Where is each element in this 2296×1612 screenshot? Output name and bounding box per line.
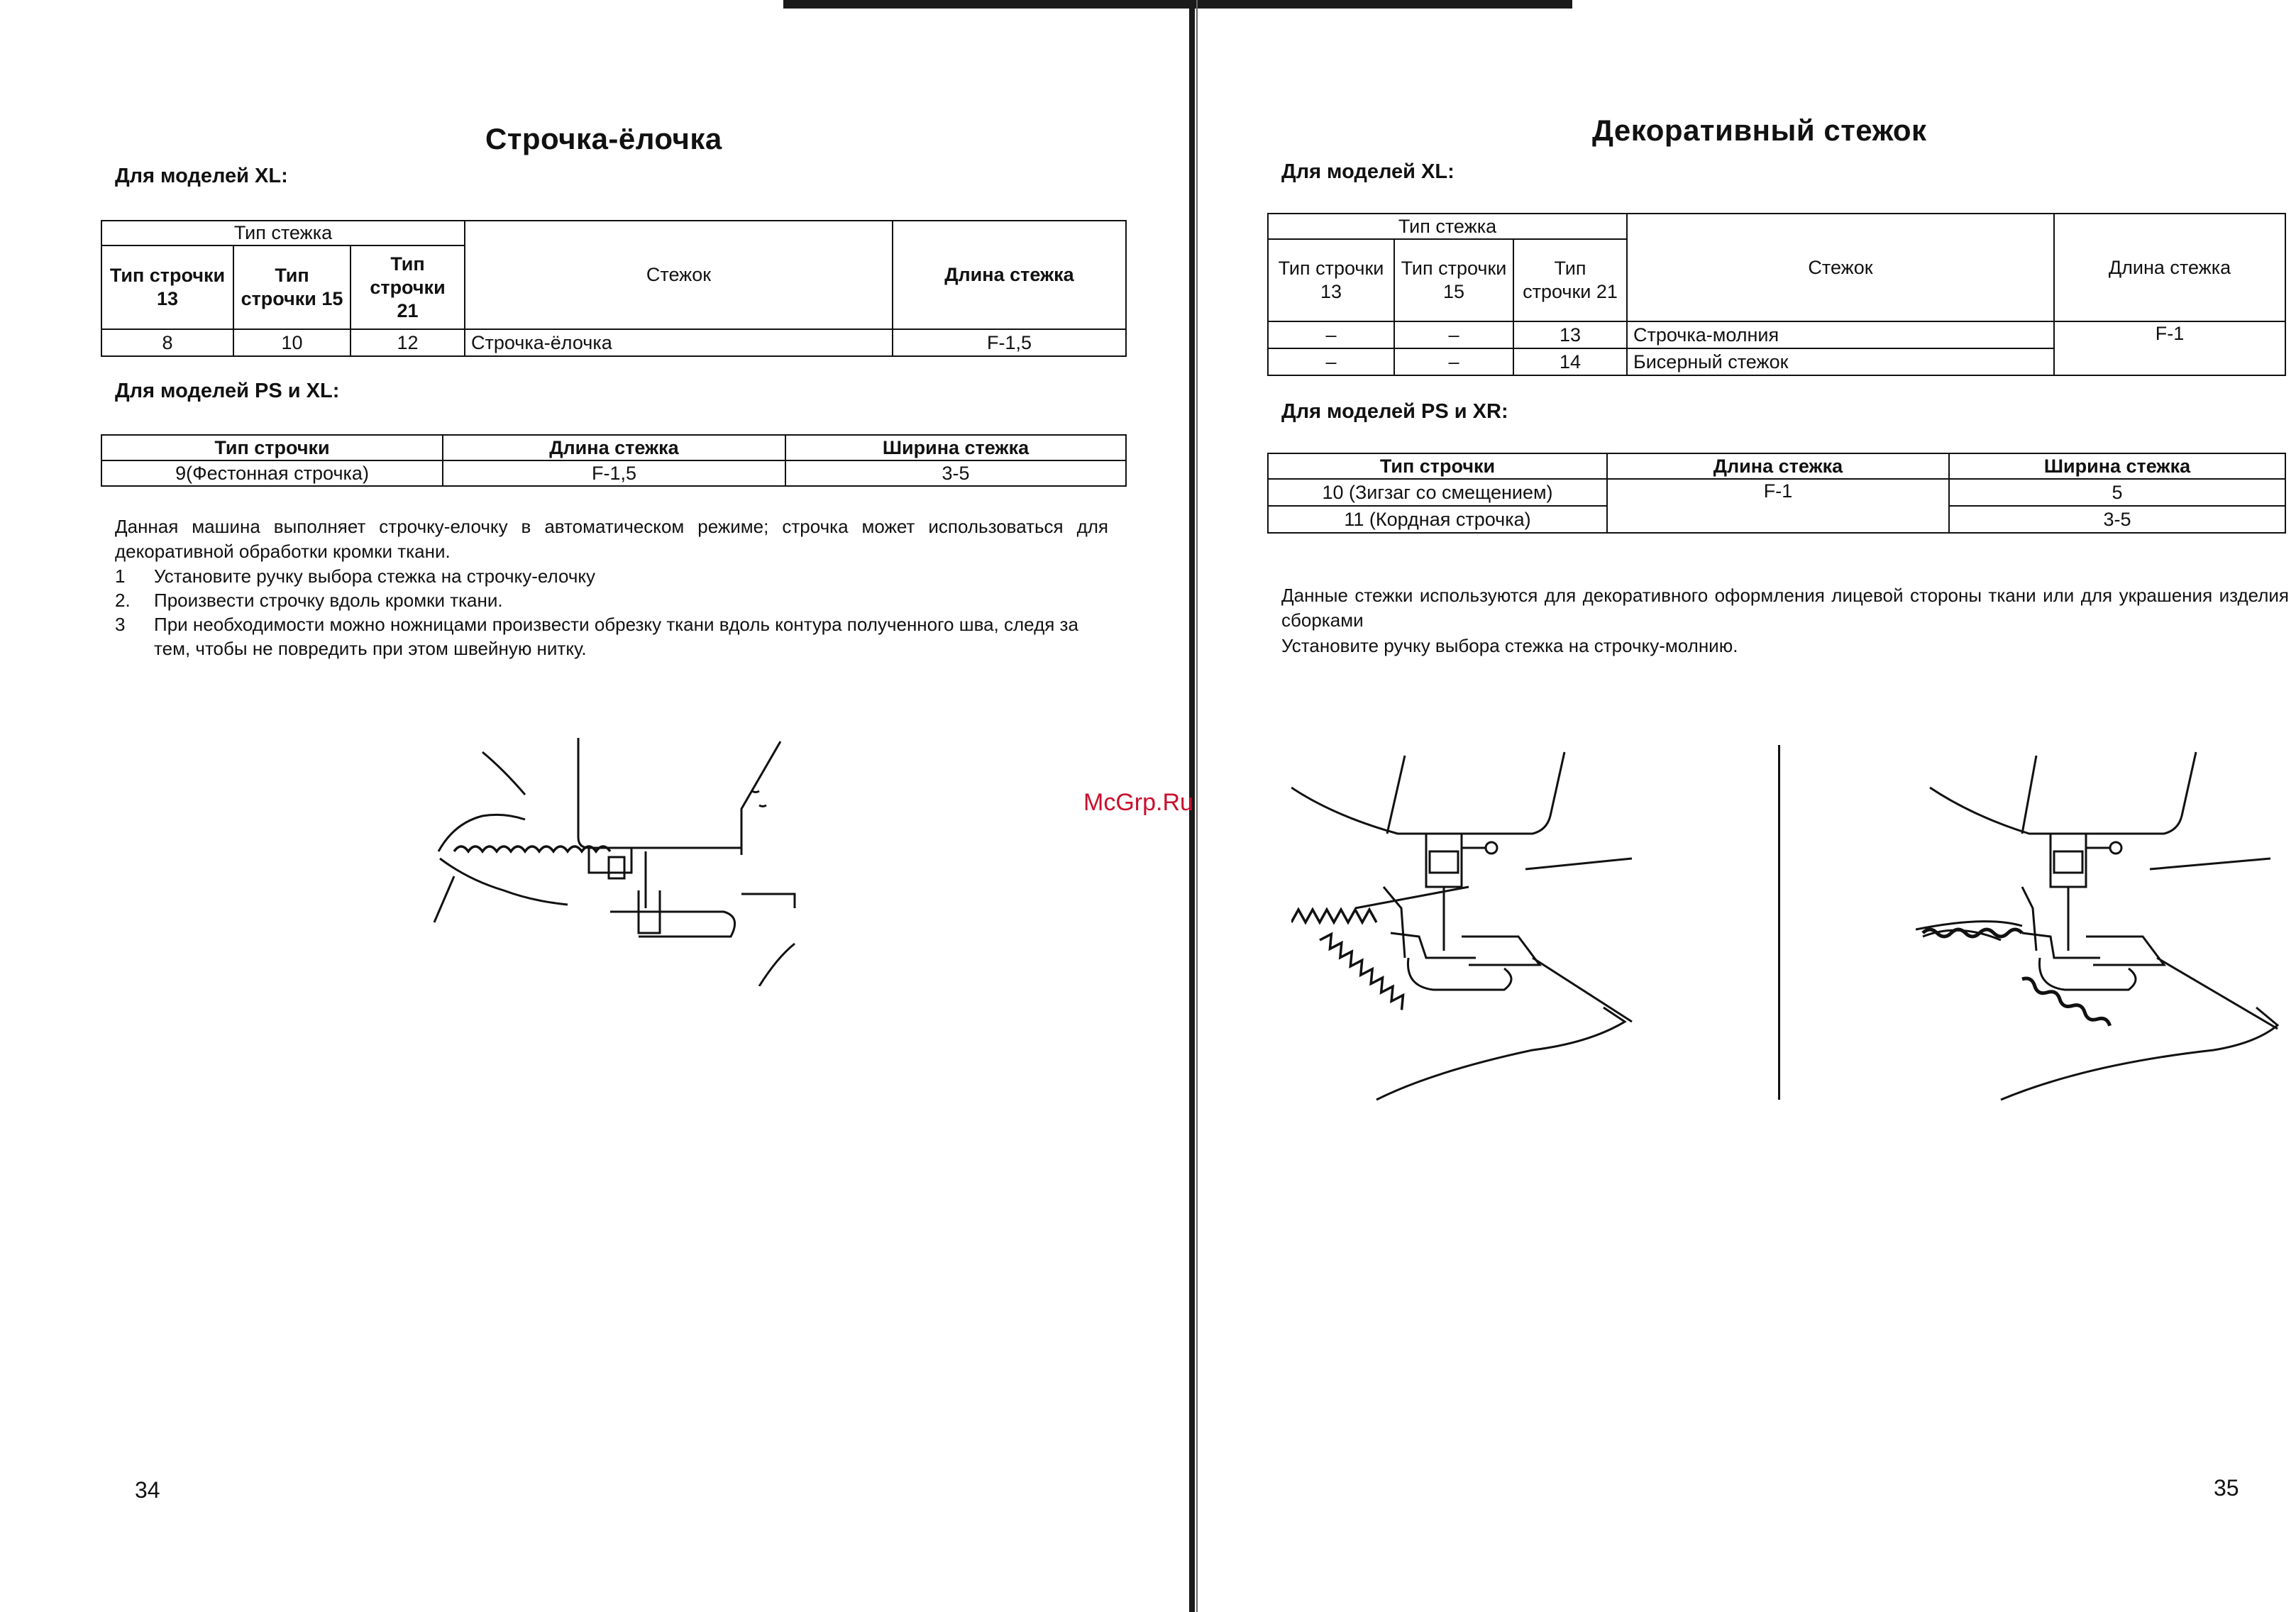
column-header-type-15: Тип строчки 15 bbox=[1394, 239, 1513, 321]
table-cell: 10 (Зигзаг со смещением) bbox=[1268, 479, 1607, 506]
instruction-list bbox=[115, 564, 1108, 661]
stitch-table-xl bbox=[101, 220, 1127, 357]
step-text: Установите ручку выбора стежка на строчку-елочку bbox=[154, 565, 596, 587]
stitch-table-ps-xl bbox=[101, 434, 1127, 487]
section-label-ps-xl: Для моделей PS и XL: bbox=[115, 380, 340, 402]
illustration-divider bbox=[1778, 745, 1780, 1100]
table-group-header: Тип стежка bbox=[101, 221, 465, 245]
column-header: Ширина стежка bbox=[785, 435, 1126, 460]
table-row bbox=[101, 329, 1126, 356]
step-text: При необходимости можно ножницами произвести обрезку ткани вдоль контура полученного шва, следя за тем, чтобы не повредить при этом швейную нитку. bbox=[154, 614, 1078, 659]
section-label-ps-xr: Для моделей PS и XR: bbox=[1281, 400, 1508, 423]
book-spine-shadow bbox=[1196, 0, 1198, 1612]
column-header: Длина стежка bbox=[1607, 453, 1949, 479]
table-cell: 9(Фестонная строчка) bbox=[101, 460, 443, 486]
watermark-text: McGrp.Ru bbox=[1083, 789, 1193, 816]
bead-stitch-illustration bbox=[1916, 745, 2285, 1107]
table-cell: 8 bbox=[101, 329, 233, 356]
table-cell: 5 bbox=[1949, 479, 2285, 506]
table-cell: 14 bbox=[1513, 348, 1627, 375]
table-cell: 3-5 bbox=[785, 460, 1126, 486]
table-cell: 13 bbox=[1513, 321, 1627, 348]
table-group-header: Тип стежка bbox=[1268, 214, 1627, 239]
table-cell: 11 (Кордная строчка) bbox=[1268, 506, 1607, 533]
section-label-xl: Для моделей XL: bbox=[1281, 160, 1455, 183]
column-header: Ширина стежка bbox=[1949, 453, 2285, 479]
stitch-table-xl bbox=[1267, 213, 2286, 376]
table-cell: 3-5 bbox=[1949, 506, 2285, 533]
table-cell: 10 bbox=[233, 329, 351, 356]
table-row bbox=[1268, 321, 2285, 348]
zigzag-stitch-illustration bbox=[1291, 745, 1724, 1107]
list-item bbox=[115, 588, 1108, 612]
column-header-type-21: Тип строчки 21 bbox=[1513, 239, 1627, 321]
step-number: 3 bbox=[115, 614, 126, 635]
column-header-type-15: Тип строчки 15 bbox=[233, 245, 351, 329]
step-number: 1 bbox=[115, 565, 126, 587]
table-cell: F-1,5 bbox=[893, 329, 1126, 356]
table-cell: – bbox=[1394, 321, 1513, 348]
step-text: Произвести строчку вдоль кромки ткани. bbox=[154, 590, 503, 611]
column-header-type-13: Тип строчки 13 bbox=[1268, 239, 1394, 321]
column-header-stitch: Стежок bbox=[1627, 214, 2054, 321]
intro-paragraph: Данная машина выполняет строчку-елочку в автоматическом режиме; строчка может использоваться для декоративной обработки кромки ткани. bbox=[115, 516, 1108, 562]
list-item bbox=[115, 612, 1108, 661]
table-cell: – bbox=[1268, 348, 1394, 375]
list-item bbox=[115, 564, 1108, 588]
column-header: Длина стежка bbox=[443, 435, 785, 460]
table-row bbox=[101, 460, 1126, 486]
description-paragraph: Данные стежки используются для декоративного оформления лицевой стороны ткани или для украшения изделия сборками bbox=[1281, 585, 2289, 631]
stitch-table-ps-xr bbox=[1267, 453, 2286, 534]
page-title: Декоративный стежок bbox=[1592, 114, 1927, 147]
step-number: 2. bbox=[115, 590, 131, 611]
table-cell: F-1,5 bbox=[443, 460, 785, 486]
column-header-type-21: Тип строчки 21 bbox=[351, 245, 465, 329]
column-header-length: Длина стежка bbox=[893, 221, 1126, 329]
table-cell: Строчка-молния bbox=[1627, 321, 2054, 348]
page-title: Строчка-ёлочка bbox=[485, 122, 722, 155]
page-number: 34 bbox=[135, 1477, 160, 1503]
column-header: Тип строчки bbox=[1268, 453, 1607, 479]
instruction-paragraph: Установите ручку выбора стежка на строчку-молнию. bbox=[1281, 635, 1738, 656]
section-label-xl: Для моделей XL: bbox=[115, 165, 288, 187]
table-cell-length: F-1 bbox=[1607, 479, 1949, 533]
table-cell: Строчка-ёлочка bbox=[465, 329, 893, 356]
column-header-type-13: Тип строчки 13 bbox=[101, 245, 233, 329]
table-cell: – bbox=[1394, 348, 1513, 375]
column-header-length: Длина стежка bbox=[2054, 214, 2285, 321]
column-header-stitch: Стежок bbox=[465, 221, 893, 329]
table-cell: 12 bbox=[351, 329, 465, 356]
column-header: Тип строчки bbox=[101, 435, 443, 460]
shell-stitch-illustration bbox=[426, 731, 823, 986]
table-cell: Бисерный стежок bbox=[1627, 348, 2054, 375]
page-number: 35 bbox=[2214, 1475, 2239, 1501]
table-row bbox=[1268, 479, 2285, 506]
table-cell-length: F-1 bbox=[2054, 321, 2285, 375]
table-cell: – bbox=[1268, 321, 1394, 348]
right-page bbox=[1199, 0, 2296, 1612]
